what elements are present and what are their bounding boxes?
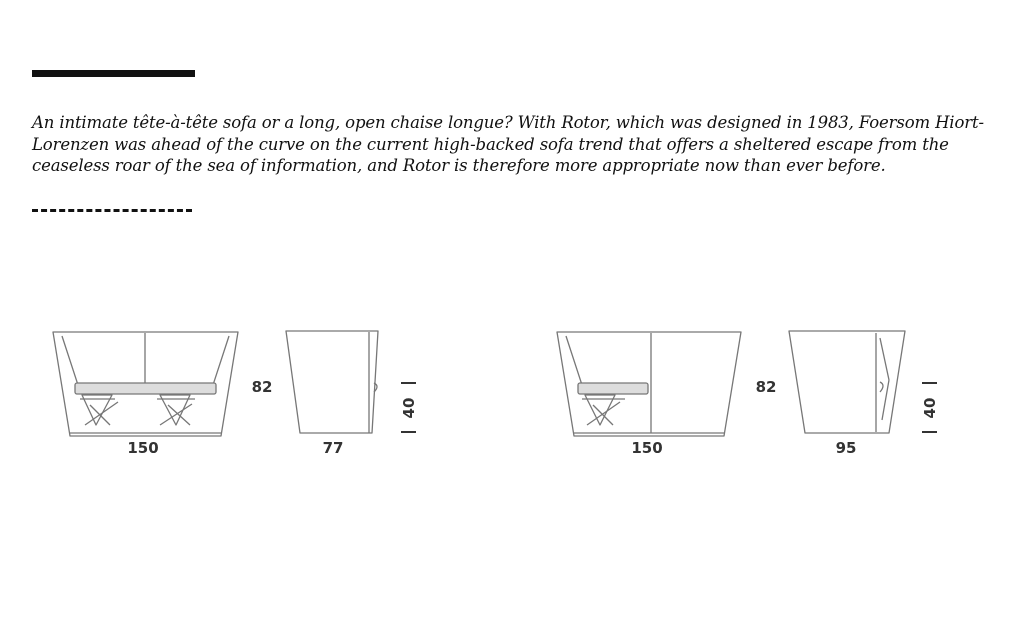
variant-2-seat-height-label: 40 bbox=[921, 397, 939, 419]
variant-2-height-label: 82 bbox=[755, 378, 777, 396]
variant-1-front-view bbox=[53, 332, 238, 436]
variant-1-height-label: 82 bbox=[251, 378, 273, 396]
variant-1-front-width-label: 150 bbox=[127, 439, 159, 457]
intro-paragraph: An intimate tête-à-tête sofa or a long, open chaise longue? With Rotor, which was designed in 1983, Foersom Hiort-Lorenzen was ahead of the curve on the current high-backed sofa trend that offers a sheltered escape from the ceaseless roar of the sea of information, and Rotor is therefore more appropriate now than ever before. bbox=[32, 113, 984, 175]
variant-2-front-view bbox=[557, 332, 741, 436]
variant-2-front-width-label: 150 bbox=[631, 439, 663, 457]
variant-1-side-view bbox=[286, 331, 378, 433]
variant-2-side-depth-label: 95 bbox=[835, 439, 857, 457]
variant-1-seat-height-label: 40 bbox=[400, 397, 418, 419]
variant-1-side-depth-label: 77 bbox=[322, 439, 344, 457]
variant-2-side-view bbox=[789, 331, 905, 433]
